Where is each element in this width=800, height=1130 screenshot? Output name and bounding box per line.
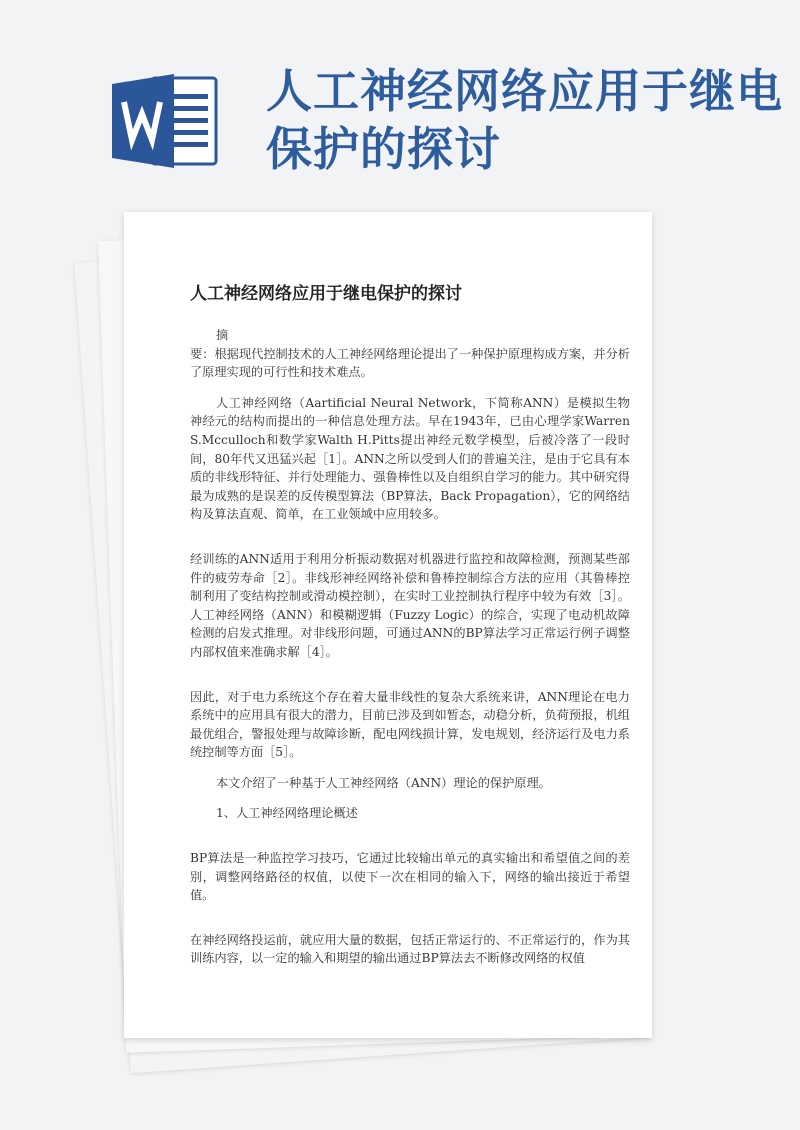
page-heading: 人工神经网络应用于继电保护的探讨: [190, 284, 462, 304]
page-content: [190, 282, 630, 968]
document-page: [124, 212, 652, 1038]
paragraph: 本文介绍了一种基于人工神经网络（ANN）理论的保护原理。: [216, 775, 551, 790]
document-title: 人工神经网络应用于继电保护的探讨: [266, 64, 783, 176]
abstract-text: 要：根据现代控制技术的人工神经网络理论提出了一种保护原理构成方案，并分析了原理实现的可行性和技术难点。: [190, 346, 630, 380]
paragraph: 人工神经网络（Aartificial Neural Network，下简称ANN）是模拟生物神经元的结构而提出的一种信息处理方法。早在1943年，已由心理学家Warren S.Mcculloch和数学家Walth H.Pitts提出神经元数学模型，后被冷落了一段时间，80年代又迅猛兴起［1］。ANN之所以受到人们的普遍关注，是由于它具有本质的非线形特征、并行处理能力、强鲁棒性以及自组织自学习的能力。其中研究得最为成熟的是误差的反传模型算法（BP算法，Back Propagation），它的网络结构及算法直观、简单，在工业领域中应用较多。: [190, 395, 630, 522]
paragraph: 经训练的ANN适用于利用分析振动数据对机器进行监控和故障检测，预测某些部件的疲劳寿命［2］。非线形神经网络补偿和鲁棒控制综合方法的应用（其鲁棒控制利用了变结构控制或滑动模控制），在实时工业控制执行程序中较为有效［3］。人工神经网络（ANN）和模糊逻辑（Fuzzy Logic）的综合，实现了电动机故障检测的启发式推理。对非线形问题，可通过ANN的BP算法学习正常运行例子调整内部权值来准确求解［4］。: [190, 551, 630, 659]
section-heading: 1、人工神经网络理论概述: [216, 806, 358, 821]
paragraph: 因此，对于电力系统这个存在着大量非线性的复杂大系统来讲，ANN理论在电力系统中的应用具有很大的潜力，目前已涉及到如暂态，动稳分析，负荷预报，机组最优组合，警报处理与故障诊断，配电网线损计算，发电规划，经济运行及电力系统控制等方面［5］。: [190, 689, 630, 760]
paragraph: 在神经网络投运前，就应用大量的数据，包括正常运行的、不正常运行的，作为其训练内容，以一定的输入和期望的输出通过BP算法去不断修改网络的权值: [190, 932, 630, 966]
paragraph: BP算法是一种监控学习技巧，它通过比较输出单元的真实输出和希望值之间的差别，调整网络路径的权值，以使下一次在相同的输入下，网络的输出接近于希望值。: [190, 851, 630, 903]
abstract-label: 摘: [216, 328, 229, 342]
